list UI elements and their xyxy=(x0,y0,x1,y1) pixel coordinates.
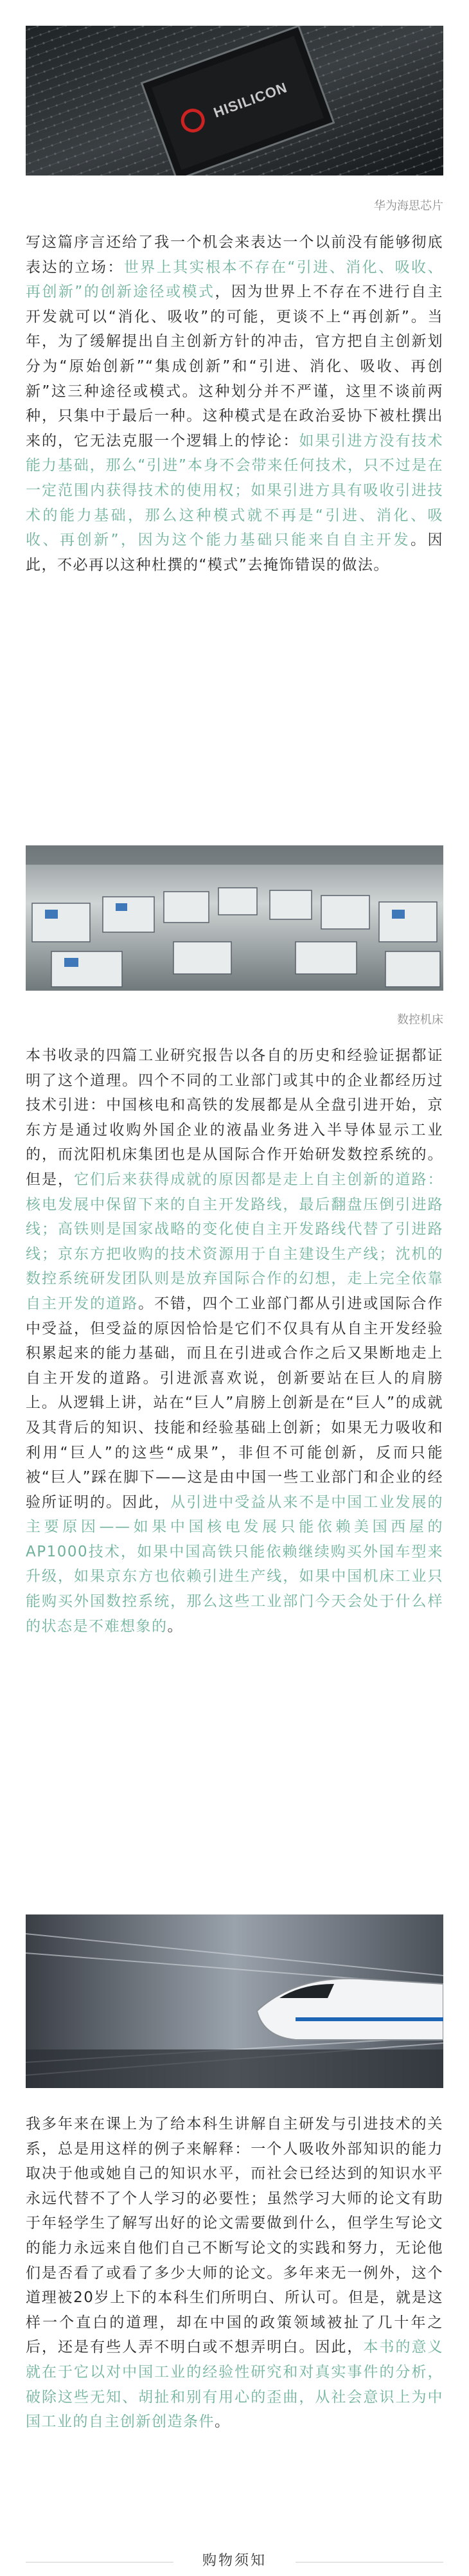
para1-highlight-1: 世界上其实根本不存在“引进、消化、吸收、再创新”的创新途径或模式 xyxy=(26,258,443,301)
paragraph-1 xyxy=(26,230,443,577)
para3-seg-2: 。 xyxy=(215,2413,231,2431)
paragraph-2 xyxy=(26,1043,443,1639)
para1-seg-3: 。因此，不必再以这种杜撰的“模式”去掩饰错误的做法。 xyxy=(26,532,444,573)
para2-highlight-1: 它们后来获得成就的原因都是走上自主创新的道路：核电发展中保留下来的自主开发路线，最后翻盘压倒引进路线；高铁则是国家战略的变化使自主开发路线代替了引进路线；京东方把收购的技术资源用于自主建设生产线；沈机的数控系统研发团队则是放弃国际合作的幻想，走上完全依靠自主开发的道路 xyxy=(26,1171,444,1312)
para2-seg-1: 本书收录的四篇工业研究报告以各自的历史和经验证据都证明了这个道理。四个不同的工业部门或其中的企业都经历过技术引进：中国核电和高铁的发展都是从全盘引进开始，京东方是通过收购外国企业的液晶业务进入半导体显示工业的，而沈阳机床集团也是从国际合作开始研发数控系统的。但是， xyxy=(26,1047,443,1188)
para2-seg-2: 。不错，四个工业部门都从引进或国际合作中受益，但受益的原因恰恰是它们不仅具有从自主开发经验积累起来的能力基础，而且在引进或合作之后又果断地走上自主开发的道路。引进派喜欢说，创新要站在巨人的肩膀上。从逻辑上讲，站在“巨人”肩膀上创新是在“巨人”的成就及其背后的知识、技能和经验基础上创新；如果无力吸收和利用“巨人”的这些“成果”，非但不可能创新，反而只能被“巨人”踩在脚下——这是由中国一些工业部门和企业的经验所证明的。因此， xyxy=(26,1295,444,1511)
para1-seg-2: ，因为世界上不存在不进行自主开发就可以“消化、吸收”的可能，更谈不上“再创新”。当年，为了缓解提出自主创新方针的冲击，官方把自主创新划分为“原始创新”“集成创新”和“引进、消化、吸收、再创新”这三种途径或模式。这种划分并不严谨，这里不谈前两种，只集中于最后一种。这种模式是在政治妥协下被杜撰出来的，它无法克服一个逻辑上的悖论： xyxy=(26,284,444,449)
para3-seg-1: 我多年来在课上为了给本科生讲解自主研发与引进技术的关系，总是用这样的例子来解释：一个人吸收外部知识的能力取决于他或她自己的知识水平，而社会已经达到的知识水平永远代替不了个人学习的必要性；虽然学习大师的论文有助于年轻学生了解写出好的论文需要做到什么，但学生写论文的能力永远来自他们自己不断写论文的实践和努力，无论他们是否看了或看了多少大师的论文。多年来无一例外，这个道理被20岁上下的本科生们所明白、所认可。但是，就是这样一个直白的道理，却在中国的政策领域被扯了几十年之后，还是有些人弄不明白或不想弄明白。因此， xyxy=(26,2116,443,2356)
para3-highlight-1: 本书的意义就在于它以对中国工业的经验性研究和对真实事件的分析，破除这些无知、胡扯和别有用心的歪曲，从社会意识上为中国工业的自主创新创造条件 xyxy=(26,2339,444,2431)
paragraph-3 xyxy=(26,2112,443,2435)
chip-photo xyxy=(26,26,443,176)
chip-logo-text: HISILICON xyxy=(211,79,290,121)
factory-photo xyxy=(26,845,443,991)
footer-title: 购物须知 xyxy=(202,2553,267,2569)
factory-caption: 数控机床 xyxy=(397,1013,443,1027)
para2-seg-3: 。 xyxy=(167,1617,183,1635)
train-photo xyxy=(26,1914,443,2088)
chip-caption: 华为海思芯片 xyxy=(374,199,443,213)
para2-highlight-2: 从引进中受益从来不是中国工业发展的主要原因——如果中国核电发展只能依赖美国西屋的AP1000技术，如果中国高铁只能依赖继续购买外国车型来升级，如果京东方也依赖引进生产线，如果中国机床工业只能购买外国数控系统，那么这些工业部门今天会处于什么样的状态是不难想象的 xyxy=(26,1493,444,1635)
para1-seg-1: 写这篇序言还给了我一个机会来表达一个以前没有能够彻底表达的立场： xyxy=(26,234,443,276)
para1-highlight-2: 如果引进方没有技术能力基础，那么“引进”本身不会带来任何技术，只不过是在一定范围内获得技术的使用权；如果引进方具有吸收引进技术的能力基础，那么这种模式就不再是“引进、消化、吸收、再创新”，因为这个能力基础只能来自自主开发 xyxy=(26,432,444,549)
